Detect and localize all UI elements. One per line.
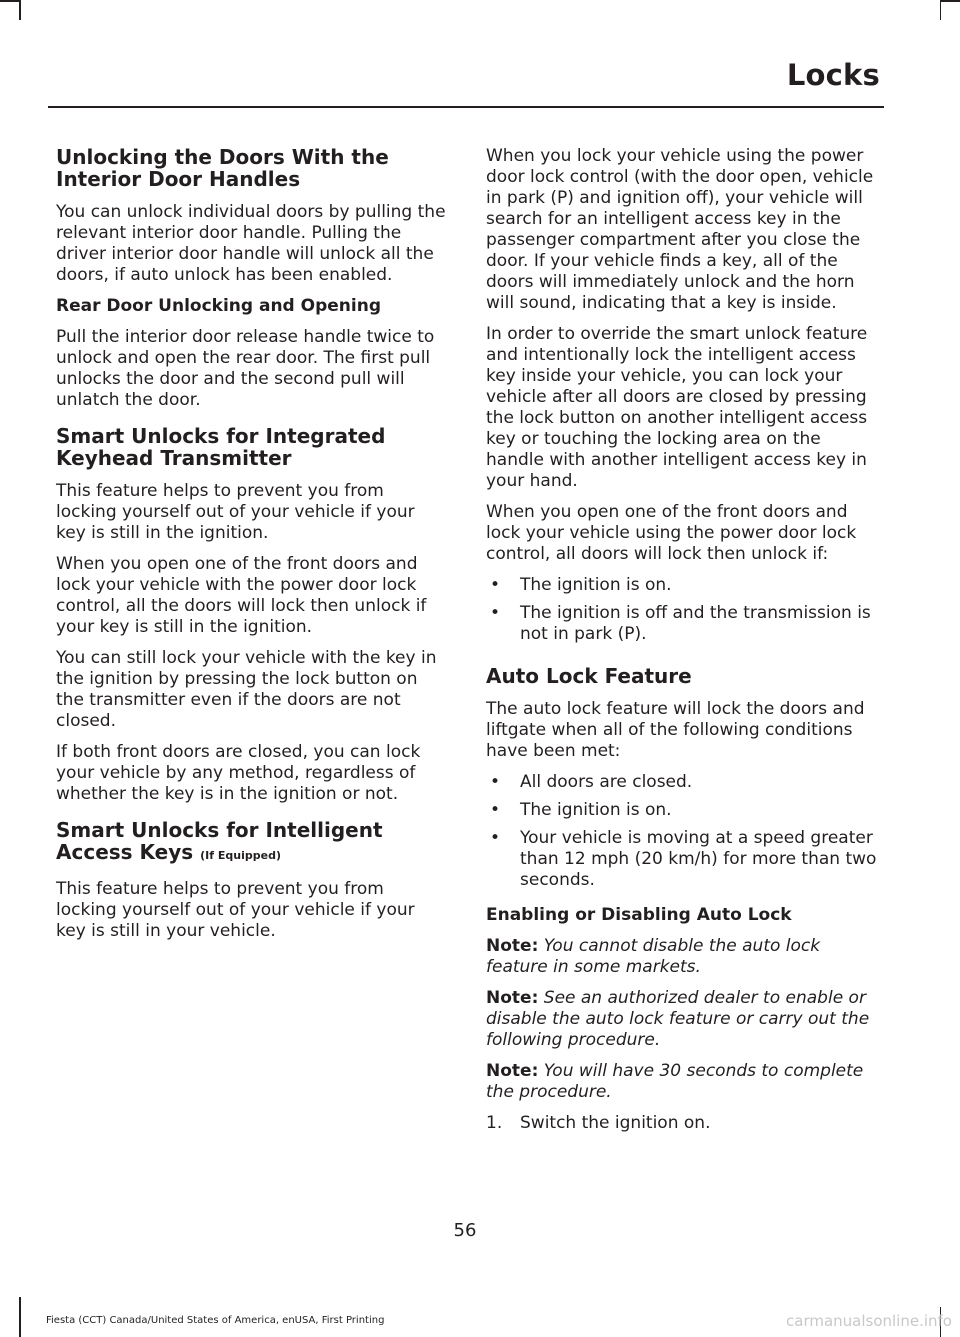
note — [486, 988, 880, 1051]
note-label: Note: — [486, 988, 539, 1008]
paragraph: If both front doors are closed, you can lock your vehicle by any method, regardless of whether the key is in the ignition or not. — [56, 742, 421, 804]
list-item — [486, 800, 880, 821]
list-item — [486, 575, 880, 596]
numbered-steps — [486, 1113, 880, 1134]
subsection-heading: Enabling or Disabling Auto Lock — [486, 905, 792, 925]
paragraph: When you open one of the front doors and lock your vehicle with the power door lock control, all the doors will lock then unlock if your key is still in the ignition. — [56, 554, 427, 637]
page-number: 56 — [453, 1220, 477, 1241]
step-number: 1. — [486, 1113, 503, 1133]
paragraph: Pull the interior door release handle twice to unlock and open the rear door. The first pull unlocks the door and the second pull will unlatch the door. — [56, 327, 435, 410]
paragraph: You can unlock individual doors by pulling the relevant interior door handle. Pulling the driver interior door handle will unlock all the doors, if auto unlock has been enabled. — [56, 202, 446, 285]
list-item-text: The ignition is on. — [520, 575, 672, 595]
note-text: See an authorized dealer to enable or disable the auto lock feature or carry out the following procedure. — [486, 988, 870, 1050]
heading-text: Smart Unlocks for Intelligent Access Keys — [56, 818, 383, 864]
paragraph: In order to override the smart unlock feature and intentionally lock the intelligent access key inside your vehicle, you can lock your vehicle after all doors are closed by pressing the lock button on another intelligent access key or touching the locking area on the handle with another intelligent access key in your hand. — [486, 324, 868, 491]
bullet-icon: • — [490, 575, 501, 595]
section-heading: Smart Unlocks for Integrated Keyhead Transmitter — [56, 424, 386, 470]
crop-mark — [19, 0, 21, 20]
bullet-icon: • — [490, 800, 501, 820]
list-item-text: All doors are closed. — [520, 772, 693, 792]
header-rule — [48, 106, 884, 108]
crop-mark — [940, 0, 942, 20]
paragraph: This feature helps to prevent you from locking yourself out of your vehicle if your key is still in the ignition. — [56, 481, 415, 543]
bullet-list — [486, 575, 880, 645]
page-title: Locks — [786, 58, 880, 92]
list-item-text: The ignition is on. — [520, 800, 672, 820]
section-heading — [56, 819, 448, 867]
bullet-icon: • — [490, 772, 501, 792]
note-label: Note: — [486, 936, 539, 956]
bullet-icon: • — [490, 828, 501, 848]
bullet-icon: • — [490, 603, 501, 623]
paragraph: The auto lock feature will lock the doors and liftgate when all of the following conditions have been met: — [486, 699, 865, 761]
list-item — [486, 603, 880, 645]
left-column — [56, 146, 448, 952]
note — [486, 1061, 880, 1103]
footer-text: Fiesta (CCT) Canada/United States of America, enUSA, First Printing — [46, 1315, 385, 1326]
note — [486, 936, 880, 978]
list-item-text: Your vehicle is moving at a speed greater than 12 mph (20 km/h) for more than two seconds. — [520, 828, 877, 890]
crop-mark — [0, 0, 20, 2]
if-equipped-label: (If Equipped) — [200, 849, 281, 862]
list-item — [486, 772, 880, 793]
step-text: Switch the ignition on. — [520, 1113, 711, 1133]
section-heading: Unlocking the Doors With the Interior Door Handles — [56, 145, 389, 191]
paragraph: You can still lock your vehicle with the key in the ignition by pressing the lock button on the transmitter even if the doors are not closed. — [56, 648, 437, 731]
paragraph: This feature helps to prevent you from locking yourself out of your vehicle if your key is still in your vehicle. — [56, 879, 415, 941]
section-heading: Auto Lock Feature — [486, 664, 692, 688]
step-item — [486, 1113, 880, 1134]
right-column — [486, 146, 880, 1134]
paragraph: When you open one of the front doors and lock your vehicle using the power door lock control, all doors will lock then unlock if: — [486, 502, 857, 564]
crop-mark — [940, 0, 960, 2]
list-item — [486, 828, 880, 891]
note-text: You cannot disable the auto lock feature in some markets. — [486, 936, 821, 977]
note-label: Note: — [486, 1061, 539, 1081]
paragraph: When you lock your vehicle using the power door lock control (with the door open, vehicle in park (P) and ignition off), your vehicle will search for an intelligent access key in the passenger compartment after you close the door. If your vehicle finds a key, all of the doors will immediately unlock and the horn will sound, indicating that a key is inside. — [486, 146, 874, 313]
watermark: carmanualsonline.info — [786, 1312, 952, 1330]
crop-mark — [19, 1297, 21, 1337]
note-text: You will have 30 seconds to complete the procedure. — [486, 1061, 864, 1102]
list-item-text: The ignition is off and the transmission is not in park (P). — [520, 603, 871, 644]
bullet-list — [486, 772, 880, 891]
subsection-heading: Rear Door Unlocking and Opening — [56, 296, 381, 316]
